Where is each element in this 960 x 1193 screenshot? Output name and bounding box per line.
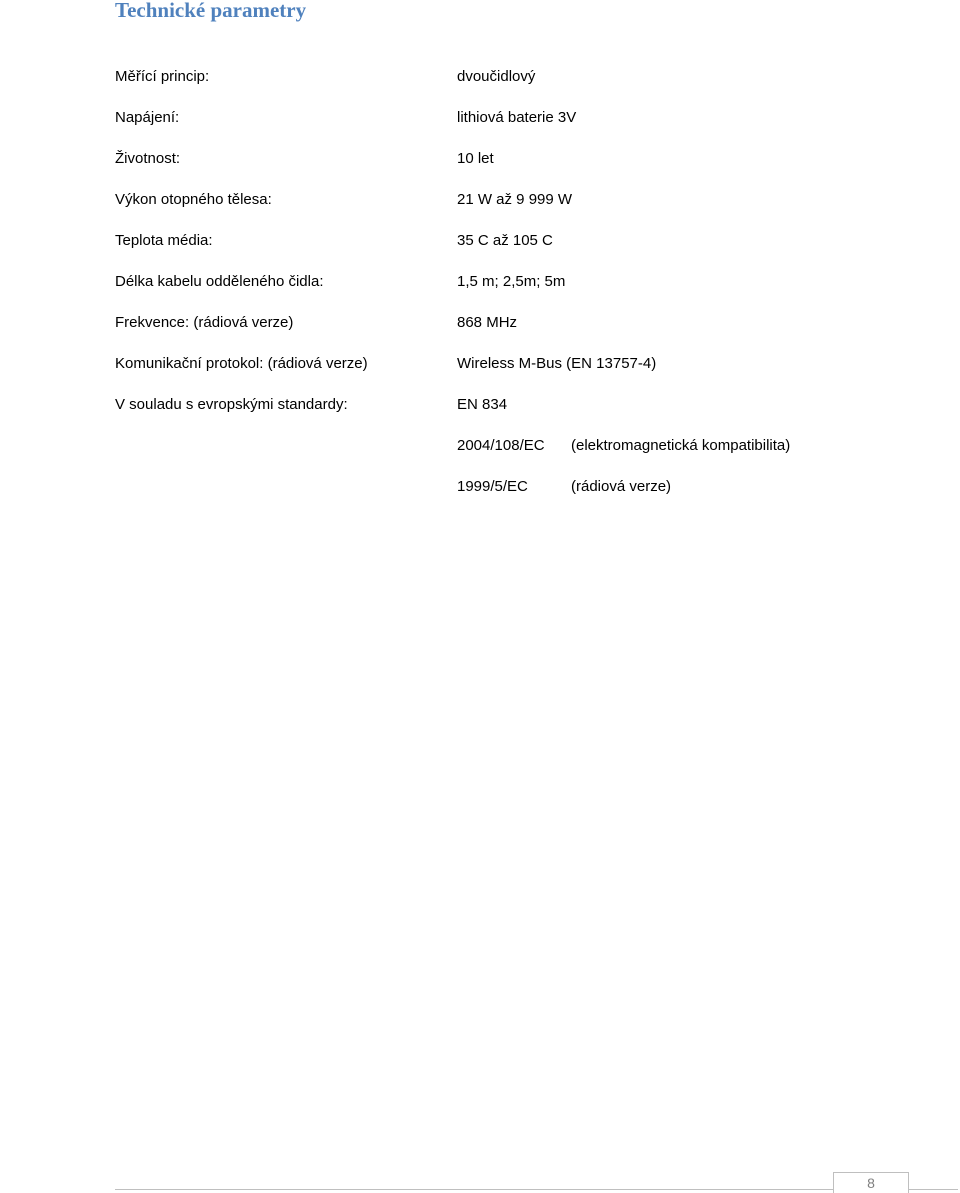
page-number-box xyxy=(833,1172,909,1193)
param-value: 35 C až 105 C xyxy=(457,232,553,249)
standard-code: 1999/5/EC xyxy=(457,478,528,495)
param-value: 868 MHz xyxy=(457,314,518,331)
param-value: lithiová baterie 3V xyxy=(457,109,577,126)
param-label: V souladu s evropskými standardy: xyxy=(115,396,348,413)
param-label: Napájení: xyxy=(115,109,180,126)
param-value: 10 let xyxy=(457,150,494,167)
section-heading: Technické parametry xyxy=(115,0,307,22)
param-label: Komunikační protokol: (rádiová verze) xyxy=(115,355,368,372)
param-label: Měřící princip: xyxy=(115,68,210,85)
standard-description: (elektromagnetická kompatibilita) xyxy=(571,437,791,454)
param-label: Teplota média: xyxy=(115,232,213,249)
param-label: Životnost: xyxy=(115,150,181,167)
standard-description: (rádiová verze) xyxy=(571,478,672,495)
param-label: Výkon otopného tělesa: xyxy=(115,191,272,208)
param-label: Délka kabelu odděleného čidla: xyxy=(115,273,324,290)
page-number: 8 xyxy=(867,1175,875,1191)
param-value: 1,5 m; 2,5m; 5m xyxy=(457,273,566,290)
param-value: Wireless M-Bus (EN 13757-4) xyxy=(457,355,657,372)
param-value: 21 W až 9 999 W xyxy=(457,191,573,208)
param-value: dvoučidlový xyxy=(457,68,536,85)
param-value: EN 834 xyxy=(457,396,508,413)
footer-divider xyxy=(115,1189,958,1190)
standard-code: 2004/108/EC xyxy=(457,437,545,454)
param-label: Frekvence: (rádiová verze) xyxy=(115,314,294,331)
